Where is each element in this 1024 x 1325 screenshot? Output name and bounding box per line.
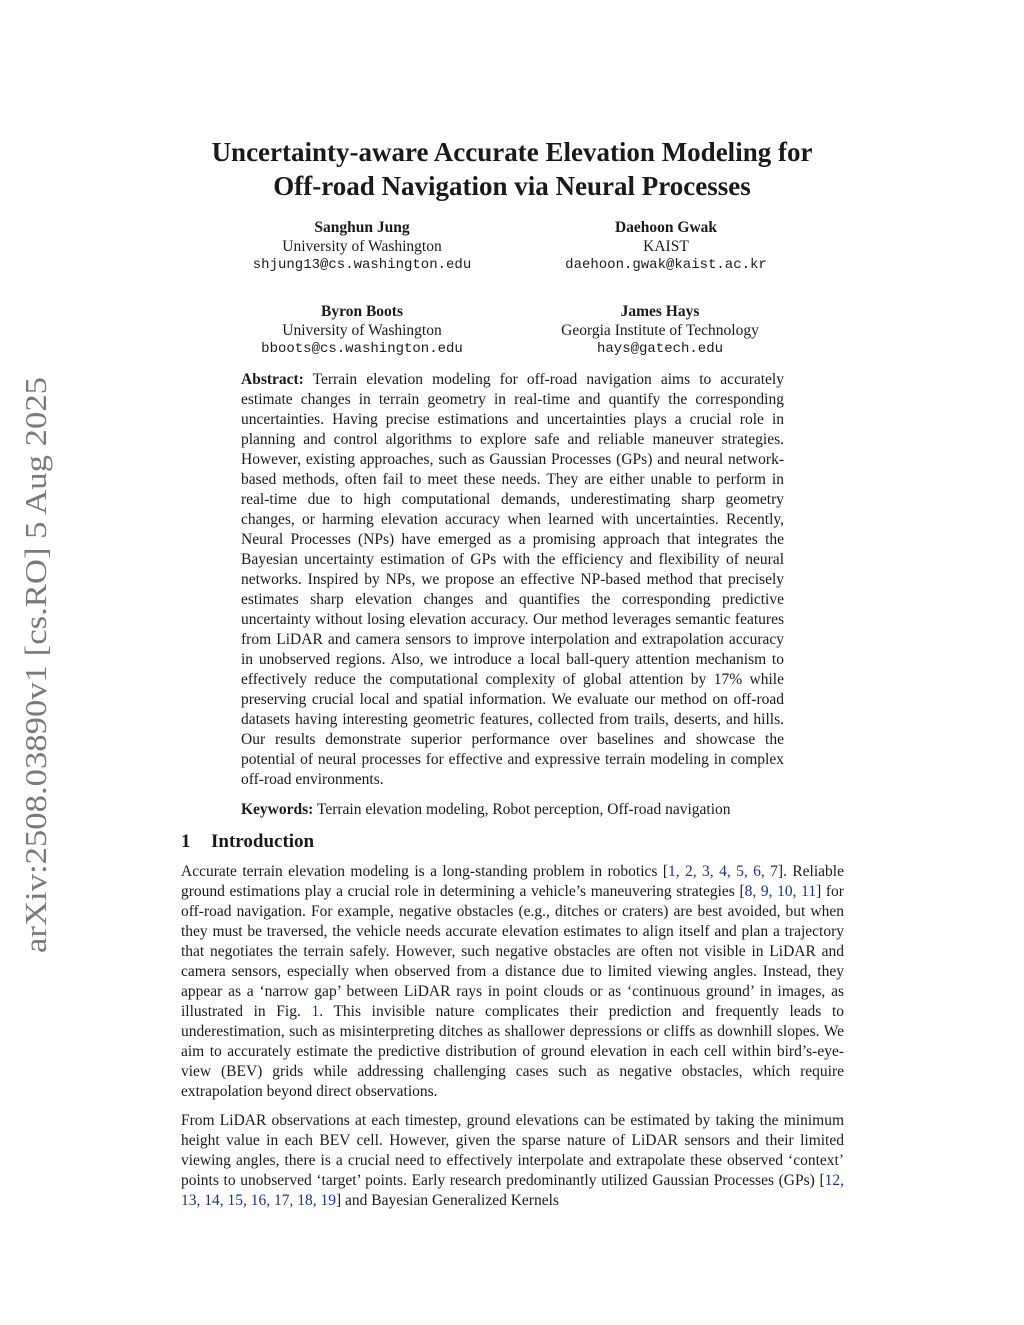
section-title: Introduction: [211, 831, 315, 852]
abstract: [241, 370, 784, 790]
author-email[interactable]: shjung13@cs.washington.edu: [252, 257, 472, 273]
abstract-label: Abstract:: [241, 371, 304, 388]
body-text: From LiDAR observations at each timestep, ground elevations can be estimated by taking the minimum height value in each BEV cell. However, given the sparse nature of LiDAR sensors and their limited viewing angles, there is a crucial need to effectively interpolate and extrapolate these observed ‘context’ points to unobserved ‘target’ points. Early research predominantly utilized Gaussian Processes (GPs) [: [181, 1112, 844, 1189]
arxiv-stamp-svg: [14, 375, 54, 955]
citation-link[interactable]: 8, 9, 10, 11: [744, 883, 817, 900]
title-line-2: Off-road Navigation via Neural Processes: [273, 171, 751, 201]
keywords-label: Keywords:: [241, 801, 314, 818]
author-email[interactable]: hays@gatech.edu: [596, 341, 724, 357]
author-name: Daehoon Gwak: [614, 219, 718, 236]
intro-paragraph-1: [181, 862, 844, 1102]
author-block-3: [202, 302, 522, 359]
author-affiliation: University of Washington: [282, 238, 442, 255]
figure-link[interactable]: 1: [311, 1003, 320, 1020]
body-text: Accurate terrain elevation modeling is a long-standing problem in robotics [: [181, 863, 668, 880]
body-text: . This invisible nature complicates their prediction and frequently leads to underestimation, such as misinterpreting ditches as shallower depressions or cliffs as downhill slopes. We aim to accurately estimate the predictive distribution of ground elevation in each cell within bird’s-eye-view (BEV) grids while addressing challenging cases such as negative obstacles, which require extrapolation beyond direct observations.: [181, 1003, 845, 1100]
author-affiliation: University of Washington: [282, 322, 442, 339]
author-email[interactable]: bboots@cs.washington.edu: [261, 341, 463, 357]
abstract-text: Terrain elevation modeling for off-road navigation aims to accurately estimate changes in terrain geometry in real-time and quantify the corresponding uncertainties. Having precise estimations and uncertainties plays a crucial role in planning and control algorithms to explore safe and reliable maneuver strategies. However, existing approaches, such as Gaussian Processes (GPs) and neural network-based methods, often fail to meet these needs. They are either unable to perform in real-time due to high computational demands, underestimating sharp geometry changes, or harming elevation accuracy when learned with uncertainties. Recently, Neural Processes (NPs) have emerged as a promising approach that integrates the Bayesian uncertainty estimation of GPs with the efficiency and flexibility of neural networks. Inspired by NPs, we propose an effective NP-based method that precisely estimates sharp elevation changes and quantifies the corresponding predictive uncertainty without losing elevation accuracy. Our method leverages semantic features from LiDAR and camera sensors to improve interpolation and extrapolation accuracy in unobserved regions. Also, we introduce a local ball-query attention mechanism to effectively reduce the computational complexity of global attention by 17% while preserving crucial local and spatial information. We evaluate our method on off-road datasets having interesting geometric features, collected from trails, deserts, and hills. Our results demonstrate superior performance over baselines and showcase the potential of neural processes for effective and expressive terrain modeling in complex off-road environments.: [241, 371, 784, 788]
author-block-1: [202, 218, 522, 275]
keywords-text: Terrain elevation modeling, Robot perception, Off-road navigation: [316, 801, 731, 818]
author-name: Byron Boots: [321, 303, 403, 320]
body-text: ]. Reliable ground estimations play a crucial role in determining a vehicle’s maneuvering strategies [: [181, 863, 844, 900]
citation-link[interactable]: 1, 2, 3, 4, 5, 6, 7: [668, 863, 778, 880]
author-block-4: [500, 302, 820, 359]
author-name: Sanghun Jung: [314, 219, 410, 236]
intro-paragraph-2: [181, 1111, 844, 1211]
paper-title: [160, 135, 864, 203]
author-email[interactable]: daehoon.gwak@kaist.ac.kr: [565, 257, 767, 273]
keywords: [241, 800, 801, 820]
author-block-2: [506, 218, 826, 275]
author-name: James Hays: [620, 303, 700, 320]
author-affiliation: Georgia Institute of Technology: [561, 322, 759, 339]
section-number: 1: [181, 831, 191, 852]
section-heading: [181, 831, 314, 853]
title-line-1: Uncertainty-aware Accurate Elevation Modeling for: [211, 137, 813, 167]
arxiv-stamp-text: arXiv:2508.03890v1 [cs.RO] 5 Aug 2025: [18, 438, 53, 953]
author-affiliation: KAIST: [643, 238, 689, 255]
body-text: ] and Bayesian Generalized Kernels: [336, 1192, 559, 1209]
body-text: ] for off-road navigation. For example, negative obstacles (e.g., ditches or craters) are best avoided, but when they must be traversed, the vehicle needs accurate elevation estimates to align itself and plan a trajectory that negotiates the terrain safely. However, such negative obstacles are often not visible in LiDAR and camera sensors, especially when observed from a distance due to limited viewing angles. Instead, they appear as a ‘narrow gap’ between LiDAR rays in point clouds or as ‘continuous ground’ in images, as illustrated in Fig.: [181, 883, 844, 1020]
citation-link[interactable]: 12, 13, 14, 15, 16, 17, 18, 19: [181, 1172, 844, 1209]
arxiv-stamp: [14, 375, 54, 955]
